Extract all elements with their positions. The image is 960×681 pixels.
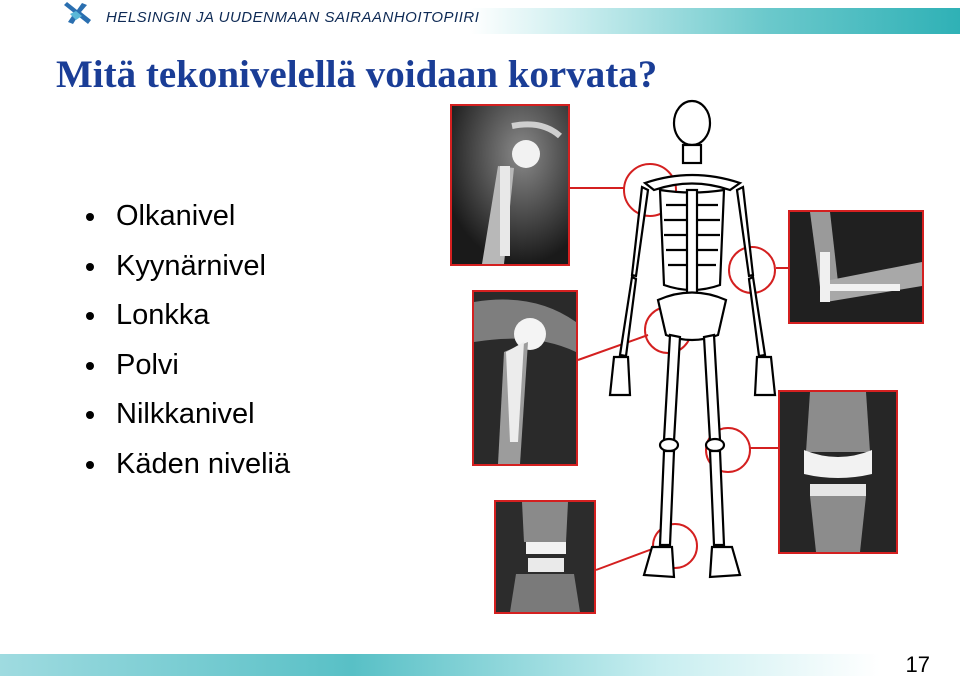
- xray-knee-image: [778, 390, 898, 554]
- bullet-list: [86, 192, 290, 489]
- organization-name: HELSINGIN JA UUDENMAAN SAIRAANHOITOPIIRI: [106, 9, 480, 26]
- page-number: 17: [905, 652, 930, 677]
- xray-hip-image: [472, 290, 578, 466]
- header-gradient-bar: [470, 8, 960, 34]
- bullet-item: Kyynärnivel: [86, 242, 290, 292]
- slide-title: Mitä tekonivelellä voidaan korvata?: [56, 53, 658, 96]
- bullet-item: Polvi: [86, 341, 290, 391]
- xray-ankle-image: [494, 500, 596, 614]
- bullet-item: Nilkkanivel: [86, 390, 290, 440]
- bullet-item: Lonkka: [86, 291, 290, 341]
- skeleton-illustration: [590, 95, 795, 595]
- xray-shoulder-image: [450, 104, 570, 266]
- hus-cross-logo-icon: [60, 2, 94, 28]
- bullet-item: Käden niveliä: [86, 440, 290, 490]
- footer-gradient-bar: [0, 654, 880, 676]
- xray-elbow-image: [788, 210, 924, 324]
- bullet-item: Olkanivel: [86, 192, 290, 242]
